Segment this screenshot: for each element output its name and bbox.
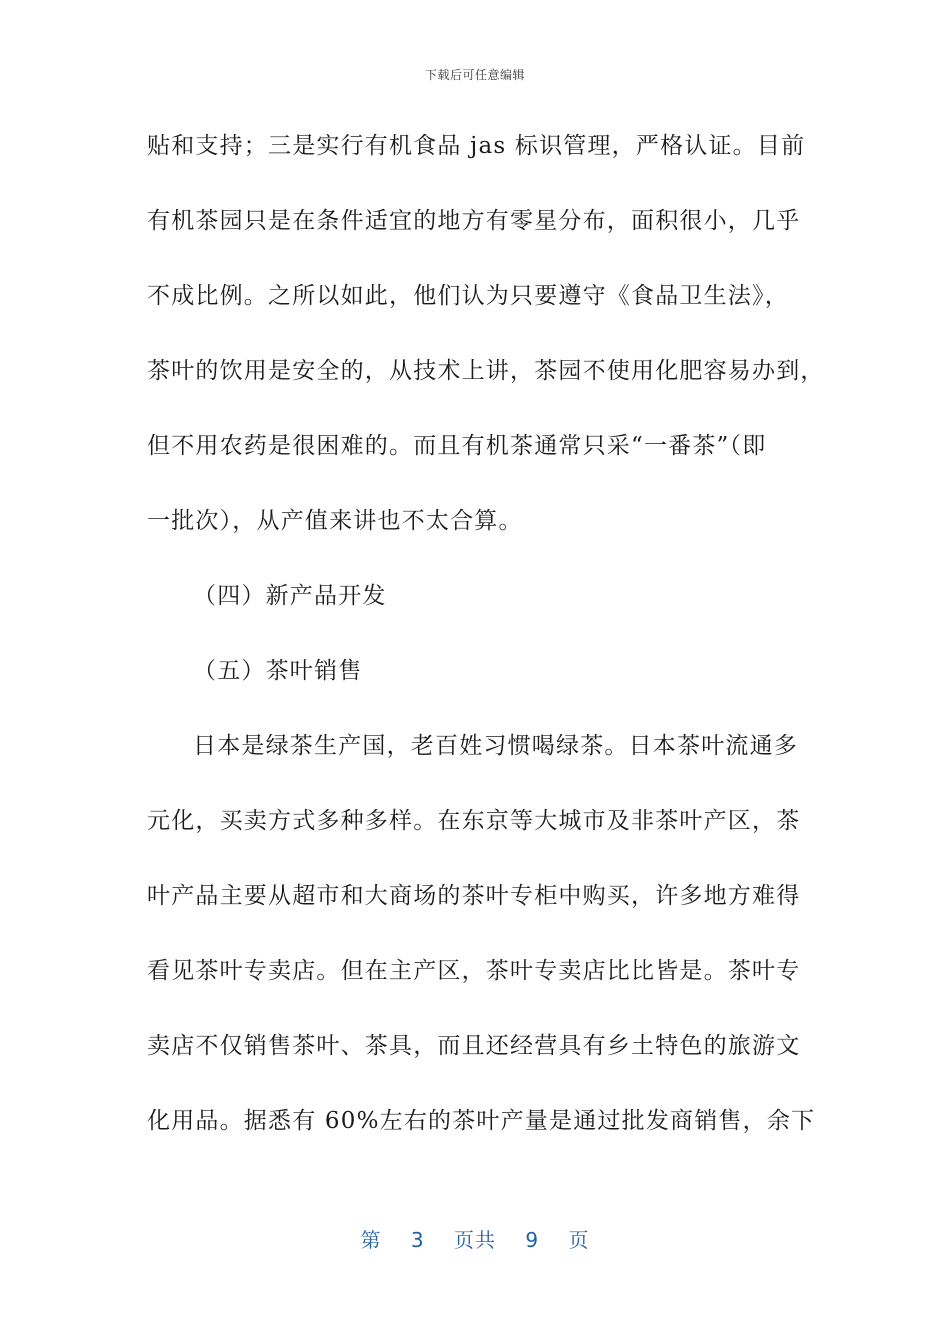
text-line: 贴和支持；三是实行有机食品 jas 标识管理，严格认证。目前 [147,133,806,159]
text-line: 茶叶的饮用是安全的，从技术上讲，茶园不使用化肥容易办到， [147,358,825,384]
page-suffix: 页 [568,1228,590,1252]
page-mid: 页共 [454,1228,496,1252]
page-number: 3 [410,1228,425,1252]
section-heading-4: （四）新产品开发 [193,583,387,609]
page-prefix: 第 [360,1228,382,1252]
text-line: 卖店不仅销售茶叶、茶具，而且还经营具有乡土特色的旅游文 [147,1033,801,1059]
total-pages: 9 [525,1228,540,1252]
text-line: 看见茶叶专卖店。但在主产区，茶叶专卖店比比皆是。茶叶专 [147,958,801,984]
text-line: 一批次），从产值来讲也不太合算。 [147,508,523,534]
header-note: 下载后可任意编辑 [424,68,525,82]
text-line: 化用品。据悉有 60%左右的茶叶产量是通过批发商销售，余下 [147,1108,816,1134]
section-heading-5: （五）茶叶销售 [193,658,363,684]
text-line: 但不用农药是很困难的。而且有机茶通常只采“一番茶”（即 [147,433,767,459]
page-footer [0,1224,950,1253]
text-line: 有机茶园只是在条件适宜的地方有零星分布，面积很小，几乎 [147,208,801,234]
paragraph-first-line: 日本是绿茶生产国，老百姓习惯喝绿茶。日本茶叶流通多 [193,733,798,759]
text-line: 元化，买卖方式多种多样。在东京等大城市及非茶叶产区，茶 [147,808,801,834]
text-line: 不成比例。之所以如此，他们认为只要遵守《食品卫生法》， [147,283,789,309]
document-body [147,120,825,1170]
text-line: 叶产品主要从超市和大商场的茶叶专柜中购买，许多地方难得 [147,883,801,909]
